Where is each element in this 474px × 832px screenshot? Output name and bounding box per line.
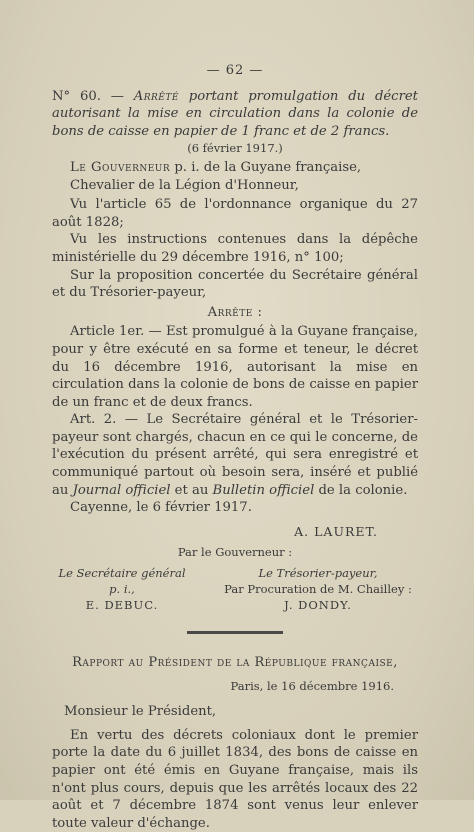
page-number: — 62 — (206, 63, 264, 78)
countersign-right (218, 565, 418, 613)
governor-rest: p. i. de la Guyane française, (170, 159, 362, 175)
place-date: Cayenne, le 6 février 1917. (70, 500, 252, 516)
countersignatures (52, 565, 418, 613)
page-content (52, 62, 418, 832)
decree-title-dash: — (100, 88, 134, 104)
bulletin-officiel-ref: Bulletin officiel (212, 482, 315, 498)
decree-heading (52, 88, 418, 141)
chevalier-line: Chevalier de la Légion d'Honneur, (70, 177, 299, 193)
vu-line-1: Vu l'article 65 de l'ordonnance organique du 27 août 1828; (52, 197, 418, 230)
journal-officiel-ref: Journal officiel (72, 482, 171, 498)
rapport-title: Rapport au Président de la République française, (72, 655, 398, 671)
left-role: Le Secrétaire général p. i., (58, 566, 186, 597)
section-divider (187, 631, 283, 634)
left-name: E. DEBUC. (85, 598, 159, 613)
right-name: J. DONDY. (284, 598, 352, 613)
article-2-end: de la colonie. (314, 482, 408, 498)
countersign-left (52, 565, 192, 613)
article-2-mid: et au (170, 482, 213, 498)
article-1: Article 1er. — Est promulgué à la Guyane française, pour y être exécuté en sa forme et teneur, le décret du 16 décembre 1916, autorisant la mise en circulation dans la colonie de bons de caisse en papier de un franc et de deux francs. (52, 324, 418, 410)
article-2 (52, 411, 418, 499)
rapport-date: Paris, le 16 décembre 1916. (230, 678, 394, 693)
rapport-salutation: Monsieur le Président, (64, 704, 217, 720)
vu-line-2: Vu les instructions contenues dans la dépêche ministérielle du 29 décembre 1916, n° 100; (52, 232, 418, 265)
rapport-body: En vertu des décrets coloniaux dont le premier porte la date du 6 juillet 1834, des bons de caisse en papier ont été émis en Guyane française, mais ils n'ont plus cours, depuis que les arrêtés locaux des 22 août et 7 décembre 1874 sont venus leur enlever toute valeur d'échange. (52, 727, 418, 831)
decree-title-rest: portant promulgation du décret autorisant la mise en circulation dans la colonie de bons de caisse en papier de 1 franc et de 2 francs. (52, 88, 418, 139)
decree-title-lead: Arrêté (133, 88, 179, 104)
signatory-name: A. LAURET. (294, 523, 378, 539)
arrete-heading: Arrête : (207, 304, 263, 320)
right-procuration: Par Procuration de M. Chailley : (224, 582, 412, 597)
decree-number: N° 60. (52, 88, 101, 104)
article-2-lead: Art. 2. — Le Secrétaire général et le Trésorier-payeur sont chargés, chacun en ce qui le concerne, de l'exécution du présent arrêté, qui sera enregistré et communiqué partout où besoin sera, inséré et publié au (52, 412, 418, 498)
sur-line: Sur la proposition concertée du Secrétaire général et du Trésorier-payeur, (52, 267, 418, 301)
par-le-gouverneur: Par le Gouverneur : (177, 545, 293, 560)
decree-date: (6 février 1917.) (187, 141, 283, 156)
governor-line (52, 159, 418, 177)
right-role: Le Trésorier-payeur, (258, 566, 378, 581)
governor-title: Le Gouverneur (70, 159, 171, 175)
